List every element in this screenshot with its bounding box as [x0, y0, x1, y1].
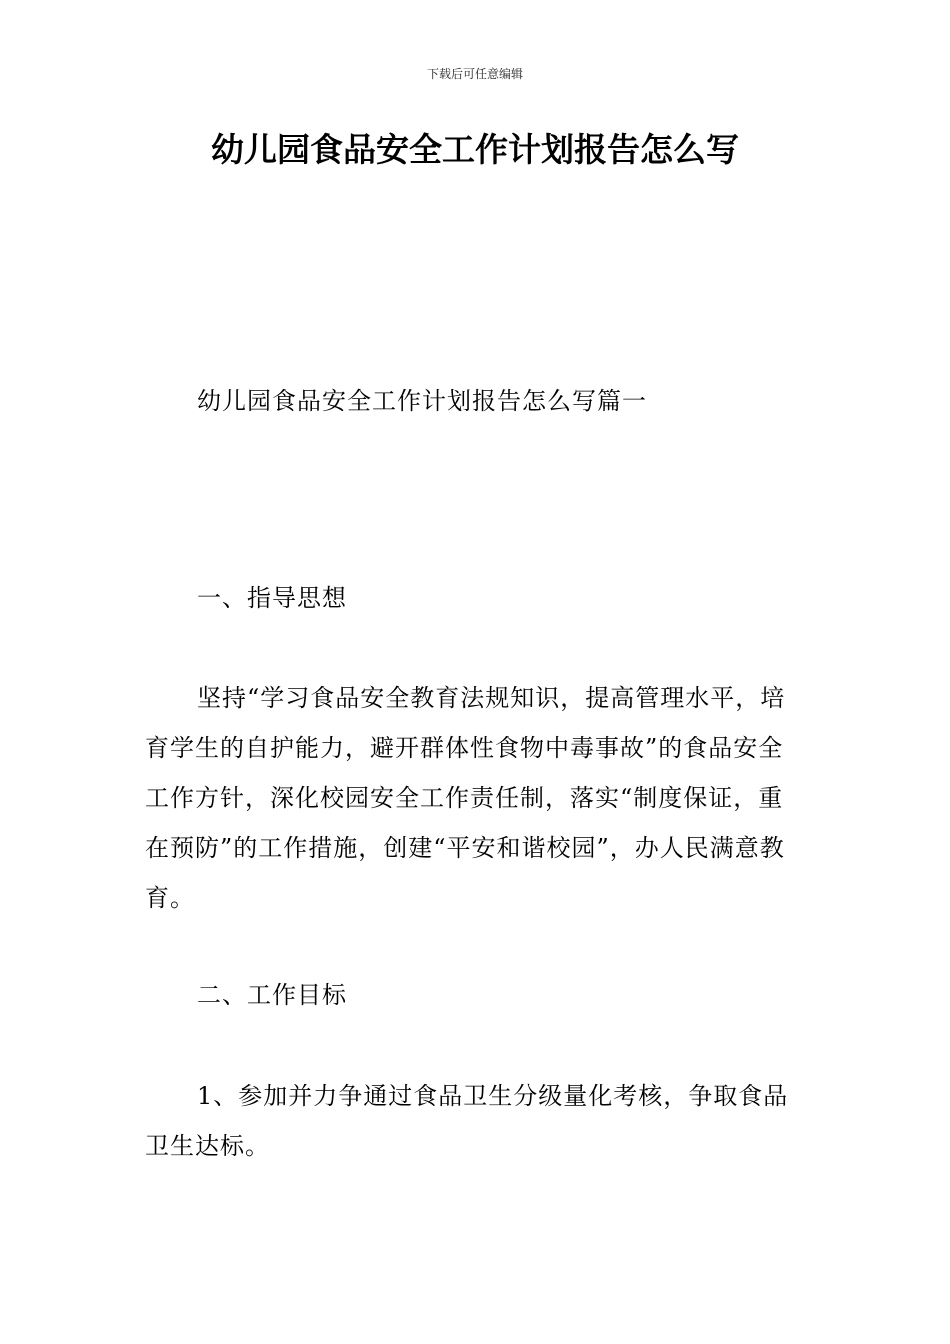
- document-title: 幼儿园食品安全工作计划报告怎么写: [211, 130, 739, 169]
- section-paragraph-guiding-ideology: 坚持“学习食品安全教育法规知识，提高管理水平，培育学生的自护能力，避开群体性食物中毒事故”的食品安全工作方针，深化校园安全工作责任制，落实“制度保证，重在预防”的工作措施，创建“平安和谐校园”，办人民满意教育。: [145, 684, 786, 912]
- section-heading-guiding-ideology: 一、指导思想: [197, 584, 347, 612]
- page-header-note: 下载后可任意编辑: [426, 67, 523, 81]
- section-paragraph-work-goal-1: 1、参加并力争通过食品卫生分级量化考核，争取食品卫生达标。: [145, 1082, 789, 1160]
- section-heading-work-goals: 二、工作目标: [197, 981, 347, 1009]
- document-subtitle: 幼儿园食品安全工作计划报告怎么写篇一: [197, 387, 647, 415]
